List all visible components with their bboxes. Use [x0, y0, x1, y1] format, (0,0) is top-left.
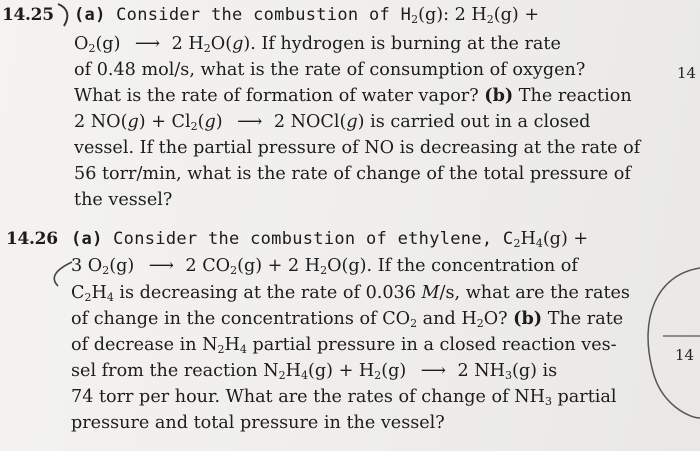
p1425-line-1: (a) Consider the combustion of $H_2(g)$: 2 $H_2(g)$ +: [74, 5, 540, 26]
p1425-line-8: the vessel?: [74, 190, 173, 210]
pen-stroke-underline: [54, 262, 72, 286]
p1425-line-3: of 0.48 mol/s, what is the rate of consumption of oxygen?: [74, 60, 586, 80]
problem-number-14-25: 14.25: [2, 5, 54, 25]
p1426-line-2: 3 $O_2(g)$ ⟶ 2 $CO_2(g) + 2$ $H_2O(g)$. If the concentration of: [71, 256, 578, 277]
p1426-line-4: of change in the concentrations of $CO_2$ and $H_2O$? (b) The rate: [71, 308, 624, 330]
p1425-line-2: $O_2(g)$ ⟶ 2 $H_2O(g)$. If hydrogen is burning at the rate: [74, 34, 561, 55]
p1426-line-7: 74 torr per hour. What are the rates of change of $NH_3$ partial: [71, 387, 617, 408]
problem-number-14-26: 14.26: [6, 229, 58, 249]
p1425-line-7: 56 torr/min, what is the rate of change of the total pressure of: [74, 164, 631, 184]
p1426-line-5: of decrease in $N_2H_4$ partial pressure in a closed reaction ves-: [71, 335, 617, 356]
margin-number-mid: 14: [675, 346, 695, 364]
pen-stroke-circle: [648, 268, 700, 418]
p1426-line-6: sel from the reaction $N_2H_4(g) + H_2(g)$ ⟶ 2 $NH_3(g)$ is: [71, 361, 558, 382]
margin-number-top: 14: [677, 64, 697, 82]
p1426-line-1: (a) Consider the combustion of ethylene, $C_2H_4(g)$ +: [71, 229, 589, 250]
p1426-line-3: $C_2H_4$ is decreasing at the rate of 0.036 M/s, what are the rates: [71, 283, 630, 304]
p1425-line-4: What is the rate of formation of water vapor? (b) The reaction: [74, 85, 632, 106]
p1425-line-5: 2 $NO(g) + Cl_2(g)$ ⟶ 2 NOCl(g) is carried out in a closed: [74, 112, 591, 133]
p1426-line-8: pressure and total pressure in the vessel?: [71, 413, 445, 433]
p1425-line-6: vessel. If the partial pressure of NO is decreasing at the rate of: [74, 138, 641, 158]
pen-stroke-bracket: [58, 4, 67, 26]
